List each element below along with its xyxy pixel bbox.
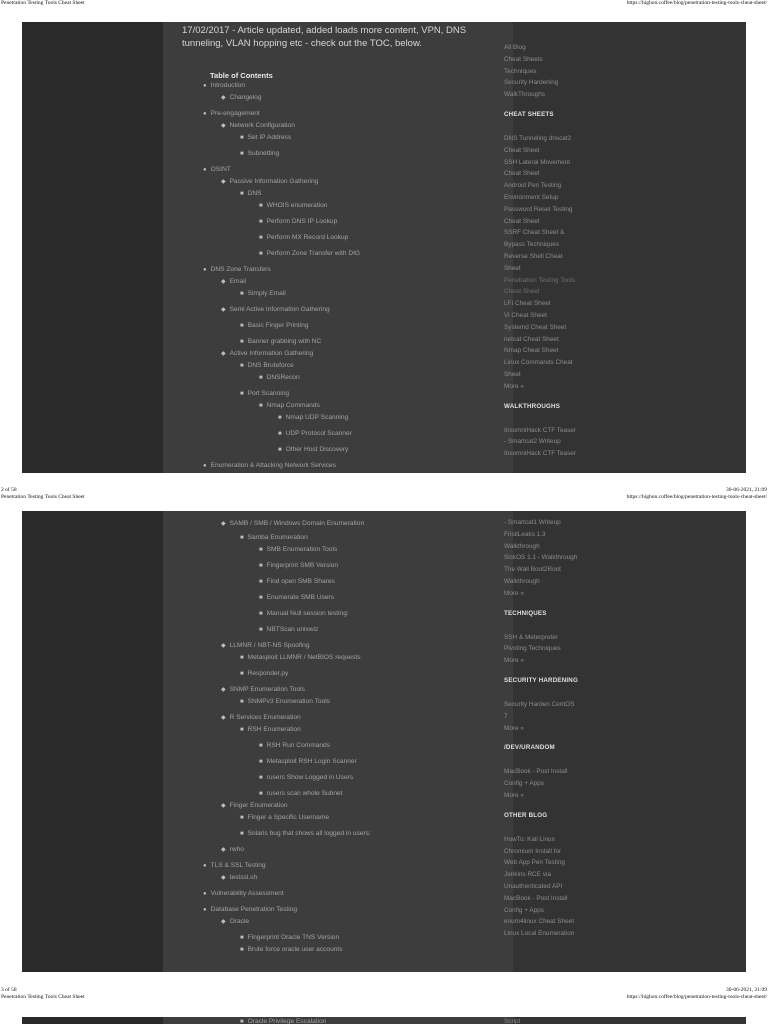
toc-bullet-icon: ■	[240, 535, 244, 541]
toc-link-label: Semi Active Information Gathering	[229, 306, 330, 313]
print-date: 30-06-2021, 21:09	[726, 487, 767, 493]
toc-bullet-icon: ◆	[221, 875, 226, 881]
toc-link[interactable]	[259, 202, 327, 210]
toc-link-label: Database Penetration Testing	[210, 906, 298, 913]
toc-bullet-icon: ■	[240, 655, 244, 661]
toc-link-label: rusers Show Logged in Users	[266, 774, 354, 781]
toc-bullet-icon: ◆	[221, 521, 226, 527]
toc-link[interactable]	[221, 846, 244, 854]
toc-link[interactable]	[221, 686, 305, 694]
page-sheet	[22, 1017, 746, 1024]
sidebar-link[interactable]: More »	[504, 382, 524, 390]
article-update-note: 17/02/2017 - Article updated, added loads more content, VPN, DNS tunneling, VLAN hopping etc - check out the TOC, below.	[182, 25, 467, 49]
toc-bullet-icon: ■	[259, 547, 263, 553]
sidebar-link[interactable]: SSRF Cheat Sheet &	[504, 229, 565, 237]
toc-bullet-icon: ●	[203, 267, 207, 273]
toc-link[interactable]	[221, 874, 257, 882]
toc-link[interactable]	[259, 742, 330, 750]
toc-link-label: Manual Null session testing:	[266, 610, 349, 617]
toc-link-label: Perform DNS IP Lookup	[266, 218, 338, 225]
toc-link[interactable]	[240, 322, 308, 330]
toc-link[interactable]	[221, 122, 295, 130]
toc-link[interactable]	[240, 190, 262, 198]
toc-bullet-icon: ■	[259, 627, 263, 633]
toc-link[interactable]	[240, 534, 308, 542]
toc-link[interactable]	[240, 150, 279, 158]
sidebar-section-heading: WALKTHROUGHS	[504, 402, 561, 410]
page-sheet	[22, 511, 746, 972]
sidebar-link[interactable]: Cheat Sheets	[504, 55, 543, 63]
sidebar-link[interactable]: SSH Lateral Movement	[504, 158, 571, 166]
toc-link-label: Introduction	[210, 82, 246, 89]
sidebar-link[interactable]: Security Harden CentOS	[504, 701, 575, 708]
toc-link[interactable]	[240, 670, 288, 678]
toc-link[interactable]	[203, 166, 231, 174]
toc-link[interactable]	[278, 446, 348, 454]
toc-link[interactable]	[240, 290, 286, 298]
sidebar-link[interactable]: MacBook - Post Install	[504, 894, 568, 902]
toc-link[interactable]	[240, 814, 329, 822]
toc-bullet-icon: ■	[240, 727, 244, 733]
toc-bullet-icon: ●	[203, 863, 207, 869]
toc-link-label: Responder.py	[247, 670, 289, 677]
toc-link[interactable]	[203, 462, 336, 470]
toc-link[interactable]	[203, 82, 245, 90]
toc-bullet-icon: ■	[259, 775, 263, 781]
toc-link[interactable]	[203, 906, 297, 914]
toc-bullet-icon: ■	[240, 135, 244, 141]
sidebar-link[interactable]: 7	[504, 712, 508, 720]
toc-link-label: Perform Zone Transfer with DIG	[266, 250, 361, 257]
sidebar-section-heading: CHEAT SHEETS	[504, 111, 554, 118]
toc-link[interactable]	[259, 610, 349, 618]
toc-link[interactable]	[203, 266, 271, 274]
toc-link-label: Changelog	[229, 94, 262, 101]
toc-bullet-icon: ◆	[221, 279, 226, 285]
toc-link-label: Perform MX Record Lookup	[266, 234, 349, 241]
sidebar-link[interactable]: Nmap Cheat Sheet	[504, 347, 559, 355]
sidebar-link[interactable]: Config + Apps	[504, 906, 544, 914]
toc-link-label: Basic Finger Printing	[247, 322, 309, 329]
sidebar-link[interactable]: All Blog	[504, 44, 526, 51]
toc-bullet-icon: ◆	[221, 643, 226, 649]
toc-link-label: rwho	[229, 846, 244, 853]
toc-bullet-icon: ■	[259, 791, 263, 797]
toc-link-label: Metasploit RSH Login Scanner	[266, 758, 357, 765]
toc-link[interactable]	[221, 802, 288, 810]
toc-link-label: LLMNR / NBT-NS Spoofing	[229, 642, 310, 649]
toc-link-label: Vulnerability Assessment	[210, 890, 284, 897]
toc-bullet-icon: ■	[240, 699, 244, 705]
toc-link[interactable]	[259, 790, 343, 798]
toc-bullet-icon: ◆	[221, 307, 226, 313]
toc-link[interactable]	[240, 726, 301, 734]
sidebar-link[interactable]: Walkthrough	[504, 578, 540, 585]
sidebar-section-heading: OTHER BLOG	[504, 811, 548, 819]
sidebar-link[interactable]: Chromium Install for	[504, 847, 562, 855]
toc-link-label: Oracle	[229, 918, 250, 925]
toc-link[interactable]	[240, 946, 343, 954]
toc-bullet-icon: ■	[259, 579, 263, 585]
sidebar-section-heading: TECHNIQUES	[504, 609, 547, 617]
toc-bullet-icon: ◆	[221, 351, 226, 357]
toc-link-label: DNS	[247, 190, 262, 197]
toc-bullet-icon: ■	[259, 251, 263, 257]
toc-bullet-icon: ■	[240, 323, 244, 329]
toc-link[interactable]	[240, 934, 339, 942]
toc-link[interactable]	[221, 306, 330, 314]
toc-link[interactable]	[221, 642, 310, 650]
toc-link[interactable]	[240, 390, 289, 398]
print-url: https://highon.coffee/blog/penetration-testing-tools-cheat-sheet/	[626, 0, 767, 6]
toc-bullet-icon: ●	[203, 907, 207, 913]
toc-bullet-icon: ■	[278, 415, 282, 421]
sidebar-link[interactable]: Environment Setup	[504, 194, 559, 201]
sidebar-link[interactable]: Reverse Shell Cheat	[504, 253, 563, 260]
toc-link[interactable]	[203, 862, 266, 870]
sidebar-link[interactable]: Config + Apps	[504, 780, 544, 788]
toc-link[interactable]	[221, 350, 313, 358]
print-title: Penetration Testing Tools Cheat Sheet	[1, 994, 85, 1000]
toc-link-label: SMB Enumeration Tools	[266, 546, 338, 553]
toc-bullet-icon: ■	[278, 447, 282, 453]
toc-link-label: Oracle Privilege Escalation	[247, 1018, 327, 1024]
sidebar-link[interactable]: Cheat Sheet	[504, 170, 540, 178]
toc-link-label: Nmap Commands	[266, 402, 320, 409]
toc-link[interactable]	[259, 234, 348, 242]
print-url: https://highon.coffee/blog/penetration-testing-tools-cheat-sheet/	[626, 494, 767, 500]
toc-title: Table of Contents	[210, 71, 273, 80]
toc-link[interactable]	[259, 758, 357, 766]
toc-link[interactable]	[221, 278, 246, 286]
sidebar-link[interactable]: Jenkins RCE via	[504, 871, 551, 879]
toc-bullet-icon: ■	[259, 235, 263, 241]
toc-link-label: Solaris bug that shows all logged in users:	[247, 830, 371, 837]
sidebar-link[interactable]: Sheet	[504, 371, 521, 378]
sidebar-link[interactable]: netcat Cheat Sheet	[504, 335, 559, 343]
toc-link-label: SNMP Enumeration Tools	[229, 686, 305, 693]
toc-link-label: NBTScan unixwiz	[266, 626, 319, 633]
toc-link-label: WHOIS enumeration	[266, 202, 328, 209]
sidebar-link[interactable]: Systemd Cheat Sheet	[504, 323, 567, 331]
page-sheet	[22, 22, 746, 473]
sidebar-link[interactable]: Cheat Sheet	[504, 217, 540, 225]
toc-link-label: DNS Zone Transfers	[210, 266, 271, 273]
sidebar-link[interactable]: More »	[504, 792, 524, 799]
toc-link-label: Banner grabbing with NC	[247, 338, 322, 345]
toc-link-label: SNMPv3 Enumeration Tools	[247, 698, 330, 705]
sidebar-link[interactable]: enum4linux Cheat Sheet	[504, 918, 574, 926]
toc-link[interactable]	[240, 830, 371, 838]
toc-bullet-icon: ◆	[221, 919, 226, 925]
toc-link-label: Subnetting	[247, 150, 280, 157]
toc-link[interactable]	[240, 654, 361, 662]
toc-link[interactable]	[259, 626, 318, 634]
toc-bullet-icon: ◆	[221, 179, 226, 185]
toc-bullet-icon: ■	[240, 191, 244, 197]
toc-link-label: testssl.sh	[229, 874, 258, 881]
toc-link[interactable]	[259, 546, 337, 554]
toc-link-label: Enumerate SMB Users	[266, 594, 335, 601]
toc-bullet-icon: ■	[240, 391, 244, 397]
toc-bullet-icon: ■	[240, 339, 244, 345]
toc-link[interactable]	[203, 890, 284, 898]
toc-link[interactable]	[240, 134, 291, 142]
toc-bullet-icon: ■	[240, 815, 244, 821]
toc-link[interactable]	[259, 774, 353, 782]
content-column	[163, 511, 513, 972]
toc-link[interactable]	[203, 110, 260, 118]
toc-link-label: Passive Information Gathering	[229, 178, 319, 185]
toc-link-label: rusers scan whole Subnet	[266, 790, 343, 797]
page-number: 3 of 58	[1, 987, 17, 993]
toc-link[interactable]	[221, 94, 262, 102]
toc-bullet-icon: ■	[259, 611, 263, 617]
toc-link[interactable]	[259, 250, 360, 258]
toc-link-label: Samba Enumeration	[247, 534, 308, 541]
toc-link[interactable]	[221, 918, 249, 926]
print-title: Penetration Testing Tools Cheat Sheet	[1, 0, 85, 6]
sidebar-link[interactable]: More »	[504, 589, 524, 597]
toc-link-label: Enumeration & Attacking Network Services	[210, 462, 336, 469]
toc-link[interactable]	[278, 430, 352, 438]
toc-link-label: Finger Enumeration	[229, 802, 288, 809]
toc-bullet-icon: ◆	[221, 95, 226, 101]
toc-link-label: DNSRecon	[266, 374, 300, 381]
toc-bullet-icon: ■	[259, 375, 263, 381]
sidebar-link[interactable]: HowTo: Kali Linux	[504, 835, 555, 843]
toc-link[interactable]	[221, 520, 364, 528]
sidebar-section-heading: SECURITY HARDENING	[504, 677, 578, 684]
toc-bullet-icon: ■	[259, 403, 263, 409]
toc-link-label: Find open SMB Shares	[266, 578, 335, 585]
toc-link-label: Other Host Discovery	[285, 446, 349, 453]
toc-link-label: Set IP Address	[247, 134, 292, 141]
toc-link-label: UDP Protocol Scanner	[285, 430, 352, 437]
toc-link[interactable]	[240, 698, 330, 706]
toc-bullet-icon: ●	[203, 891, 207, 897]
sidebar-link[interactable]: Cheat Sheet	[504, 146, 540, 154]
toc-bullet-icon: ◆	[221, 847, 226, 853]
toc-link-label: Active Information Gathering	[229, 350, 314, 357]
print-title: Penetration Testing Tools Cheat Sheet	[1, 494, 85, 500]
toc-link[interactable]	[221, 714, 301, 722]
toc-bullet-icon: ■	[240, 831, 244, 837]
toc-link-label: Metasploit LLMNR / NetBIOS requests	[247, 654, 361, 661]
toc-link-label: Finger a Specific Username	[247, 814, 329, 821]
toc-bullet-icon: ■	[240, 151, 244, 157]
toc-bullet-icon: ■	[240, 1019, 244, 1024]
sidebar-link[interactable]: SickOS 1.1 - Walkthrough	[504, 554, 578, 562]
toc-bullet-icon: ■	[259, 203, 263, 209]
sidebar-link[interactable]: - Smartcat1 Writeup	[504, 519, 561, 526]
toc-link[interactable]	[240, 1018, 326, 1024]
sidebar-link[interactable]: Linux Local Enumeration	[504, 930, 575, 938]
content-column	[163, 1017, 513, 1024]
toc-bullet-icon: ■	[240, 291, 244, 297]
toc-bullet-icon: ●	[203, 463, 207, 469]
sidebar-link[interactable]: MacBook - Post Install	[504, 768, 568, 776]
toc-bullet-icon: ●	[203, 83, 207, 89]
toc-link[interactable]	[240, 362, 294, 370]
sidebar-link[interactable]: Linux Commands Cheat	[504, 359, 573, 367]
toc-bullet-icon: ■	[278, 431, 282, 437]
toc-link[interactable]	[259, 594, 334, 602]
sidebar-link[interactable]: Bypass Techniques	[504, 241, 559, 249]
sidebar-link[interactable]: WalkThroughs	[504, 91, 545, 99]
toc-bullet-icon: ■	[240, 947, 244, 953]
toc-bullet-icon: ◆	[221, 715, 226, 721]
toc-bullet-icon: ■	[259, 563, 263, 569]
toc-bullet-icon: ◆	[221, 687, 226, 693]
print-url: https://highon.coffee/blog/penetration-testing-tools-cheat-sheet/	[626, 994, 767, 1000]
toc-bullet-icon: ◆	[221, 803, 226, 809]
toc-link[interactable]	[259, 218, 337, 226]
toc-link-label: Email	[229, 278, 247, 285]
toc-link-label: R Services Enumeration	[229, 714, 301, 721]
toc-link-label: Fingerprint SMB Version	[266, 562, 339, 569]
toc-link-label: Port Scanning	[247, 390, 290, 397]
toc-link-label: RSH Run Commands	[266, 742, 331, 749]
sidebar-link[interactable]: Security Hardening	[504, 79, 559, 87]
toc-link-label: DNS Bruteforce	[247, 362, 294, 369]
sidebar-link[interactable]: Vi Cheat Sheet	[504, 312, 547, 319]
toc-bullet-icon: ■	[259, 743, 263, 749]
toc-link-label: RSH Enumeration	[247, 726, 301, 733]
toc-bullet-icon: ◆	[221, 123, 226, 129]
sidebar-link[interactable]: Penetration Testing Tools	[504, 276, 576, 284]
toc-link[interactable]	[278, 414, 348, 422]
toc-link[interactable]	[259, 562, 338, 570]
sidebar-link[interactable]: FristiLeaks 1.3	[504, 530, 546, 538]
toc-link-label: SAMB / SMB / Windows Domain Enumeration	[229, 520, 365, 527]
toc-link[interactable]	[259, 402, 320, 410]
toc-link-label: Simply Email	[247, 290, 286, 297]
toc-link-label: Nmap UDP Scanning	[285, 414, 349, 421]
sidebar-link[interactable]: DNS Tunneling dnscat2	[504, 135, 572, 142]
sidebar-link[interactable]: InsomniHack CTF Teaser	[504, 450, 576, 458]
toc-bullet-icon: ■	[240, 671, 244, 677]
sidebar-link[interactable]: Walkthrough	[504, 542, 540, 550]
sidebar-link[interactable]: Unauthenticated API	[504, 883, 563, 890]
sidebar-link[interactable]: The Wall Boot2Root	[504, 566, 561, 574]
toc-bullet-icon: ■	[259, 759, 263, 765]
toc-bullet-icon: ■	[240, 363, 244, 369]
toc-bullet-icon: ■	[240, 935, 244, 941]
sidebar-link[interactable]: Password Reset Testing	[504, 205, 573, 213]
sidebar-link[interactable]: More »	[504, 657, 524, 665]
toc-link-label: Pre-engagement	[210, 110, 260, 117]
sidebar-link[interactable]: Sheet	[504, 264, 521, 272]
page-number: 2 of 58	[1, 487, 17, 493]
sidebar-link[interactable]: - Smartcat2 Writeup	[504, 438, 561, 446]
sidebar-link[interactable]: Web App Pen Testing	[504, 859, 565, 867]
toc-bullet-icon: ●	[203, 167, 207, 173]
sidebar-link[interactable]: More »	[504, 724, 524, 732]
sidebar-link[interactable]: Cheat Sheet	[504, 288, 540, 296]
toc-link-label: OSINT	[210, 166, 231, 173]
toc-link-label: Network Configuration	[229, 122, 295, 129]
sidebar-link[interactable]: Script	[504, 1018, 521, 1024]
toc-link-label: Fingerprint Oracle TNS Version	[247, 934, 340, 941]
toc-link[interactable]	[259, 374, 300, 382]
toc-link[interactable]	[259, 578, 335, 586]
toc-bullet-icon: ●	[203, 111, 207, 117]
sidebar-link[interactable]: Android Pen Testing	[504, 182, 562, 190]
sidebar-link[interactable]: SSH & Meterpreter	[504, 633, 558, 641]
toc-bullet-icon: ■	[259, 595, 263, 601]
toc-link-label: TLS & SSL Testing	[210, 862, 266, 869]
toc-link[interactable]	[240, 338, 321, 346]
sidebar-section-heading: /DEV/URANDOM	[504, 744, 555, 752]
toc-link[interactable]	[221, 178, 318, 186]
toc-link-label: Brute force oracle user accounts	[247, 946, 343, 953]
sidebar-link[interactable]: InsomniHack CTF Teaser	[504, 426, 576, 434]
sidebar-link[interactable]: Techniques	[504, 67, 537, 75]
toc-bullet-icon: ■	[259, 219, 263, 225]
sidebar-link[interactable]: Pivoting Techniques	[504, 645, 561, 653]
sidebar-link[interactable]: LFI Cheat Sheet	[504, 300, 551, 308]
print-date: 30-06-2021, 21:09	[726, 987, 767, 993]
